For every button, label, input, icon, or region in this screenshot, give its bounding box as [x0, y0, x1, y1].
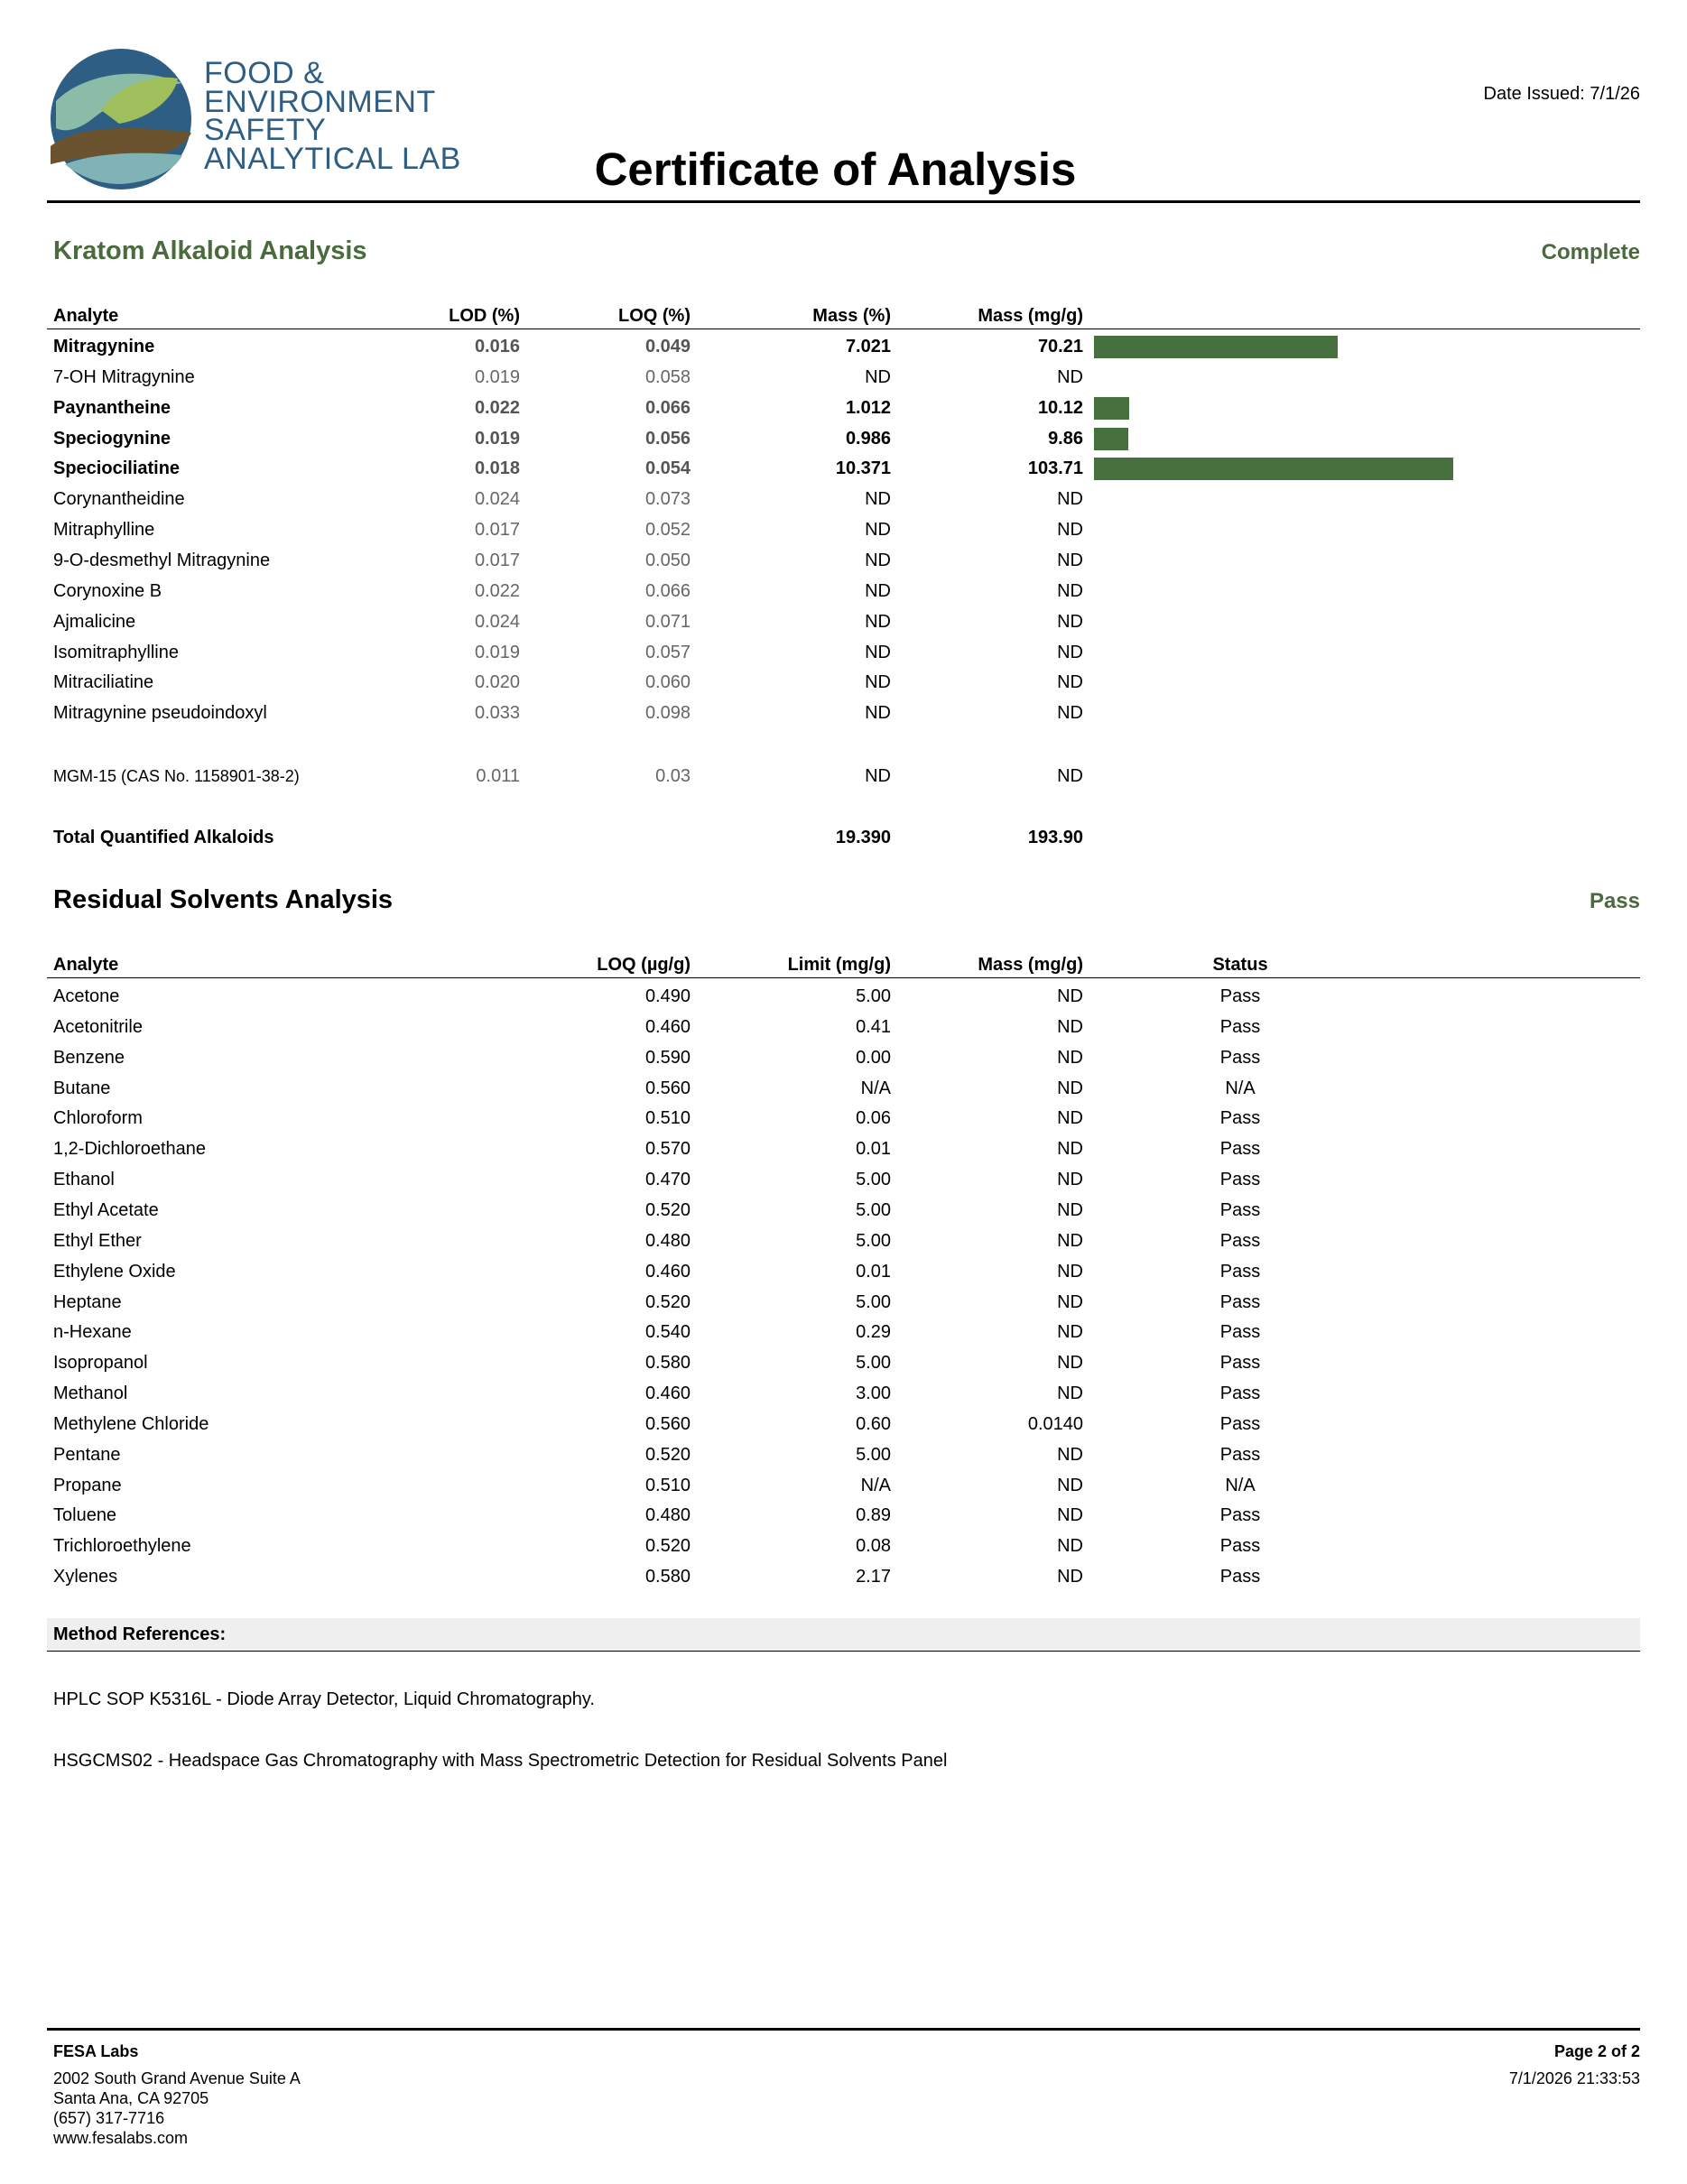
page-number: Page 2 of 2 — [1553, 2042, 1640, 2060]
method-reference: HSGCMS02 - Headspace Gas Chromatography with Mass Spectrometric Detection for Residual Solvents Panel — [53, 1751, 948, 1771]
loq-value: 0.050 — [644, 551, 691, 570]
solvent-name: Toluene — [53, 1505, 117, 1525]
limit-value: N/A — [860, 1476, 891, 1495]
loq-value: 0.066 — [644, 398, 691, 418]
mgm-mass-pct: ND — [865, 766, 891, 786]
limit-value: 2.17 — [856, 1567, 891, 1587]
mass-mg-value: ND — [1057, 672, 1083, 692]
mass-mg-value: ND — [1057, 581, 1083, 601]
analyte-name: Speciogynine — [53, 429, 171, 449]
mass-pct-value: ND — [865, 612, 891, 632]
analyte-name: 7-OH Mitragynine — [53, 367, 195, 387]
loq-value: 0.520 — [644, 1292, 691, 1312]
limit-value: 0.01 — [856, 1262, 891, 1282]
mass-value: ND — [1057, 1078, 1083, 1098]
status-value: Pass — [1219, 1017, 1261, 1037]
mgm-lod: 0.011 — [476, 766, 520, 786]
limit-value: 5.00 — [856, 986, 891, 1006]
loq-value: 0.480 — [644, 1231, 691, 1251]
analyte-name: 9-O-desmethyl Mitragynine — [53, 551, 271, 570]
loq-value: 0.066 — [644, 581, 691, 601]
mass-bar — [1094, 458, 1453, 480]
limit-value: 0.41 — [856, 1017, 891, 1037]
limit-value: 0.00 — [856, 1048, 891, 1068]
status-value: Pass — [1219, 1292, 1261, 1312]
analyte-name: Isomitraphylline — [53, 643, 179, 662]
mass-pct-value: ND — [865, 581, 891, 601]
mass-bar — [1094, 397, 1129, 420]
lod-value: 0.018 — [474, 458, 520, 478]
analyte-name: Paynantheine — [53, 398, 171, 418]
status-value: Pass — [1219, 1200, 1261, 1220]
limit-value: 3.00 — [856, 1384, 891, 1403]
total-label: Total Quantified Alkaloids — [53, 828, 274, 847]
mgm-analyte: MGM-15 (CAS No. 1158901-38-2) — [53, 767, 300, 785]
mass-pct-value: 7.021 — [845, 337, 891, 356]
loq-value: 0.540 — [644, 1322, 691, 1342]
lod-value: 0.022 — [474, 398, 520, 418]
mass-bar — [1094, 428, 1128, 450]
column-header: Analyte — [53, 955, 119, 975]
mgm-mass-mg: ND — [1057, 766, 1083, 786]
loq-value: 0.057 — [644, 643, 691, 662]
column-header: Mass (mg/g) — [978, 306, 1083, 326]
mass-value: ND — [1057, 1536, 1083, 1556]
mass-value: ND — [1057, 1108, 1083, 1128]
loq-value: 0.560 — [644, 1078, 691, 1098]
mass-mg-value: ND — [1057, 551, 1083, 570]
column-header: Status — [1212, 955, 1268, 975]
column-header: Limit (mg/g) — [787, 955, 891, 975]
solvent-name: Trichloroethylene — [53, 1536, 191, 1556]
analyte-name: Mitragynine pseudoindoxyl — [53, 703, 267, 723]
status-value: Pass — [1219, 1322, 1261, 1342]
status-value: Pass — [1219, 1567, 1261, 1587]
mass-pct-value: 0.986 — [845, 429, 891, 449]
column-header: LOD (%) — [449, 306, 520, 326]
solvent-name: Propane — [53, 1476, 122, 1495]
mass-value: ND — [1057, 1476, 1083, 1495]
loq-value: 0.073 — [644, 489, 691, 509]
solvent-name: Benzene — [53, 1048, 125, 1068]
mass-value: ND — [1057, 1231, 1083, 1251]
mass-value: ND — [1057, 1322, 1083, 1342]
limit-value: 0.01 — [856, 1139, 891, 1159]
mass-mg-value: 103.71 — [1027, 458, 1083, 478]
solvent-name: Methanol — [53, 1384, 128, 1403]
column-header: Mass (mg/g) — [978, 955, 1083, 975]
solvent-name: Isopropanol — [53, 1353, 148, 1373]
solvent-name: Ethyl Ether — [53, 1231, 142, 1251]
mass-value: ND — [1057, 1505, 1083, 1525]
status-value: Pass — [1219, 1139, 1261, 1159]
mass-mg-value: 9.86 — [1048, 429, 1083, 449]
mass-pct-value: 1.012 — [845, 398, 891, 418]
alkaloid-section-title: Kratom Alkaloid Analysis — [53, 236, 367, 265]
solvent-name: Ethylene Oxide — [53, 1262, 176, 1282]
mass-pct-value: ND — [865, 643, 891, 662]
total-mass-pct: 19.390 — [835, 828, 891, 847]
loq-value: 0.580 — [644, 1353, 691, 1373]
limit-value: 5.00 — [856, 1231, 891, 1251]
solvent-name: 1,2-Dichloroethane — [53, 1139, 206, 1159]
lod-value: 0.016 — [474, 337, 520, 356]
status-value: Pass — [1219, 1384, 1261, 1403]
logo-line: SAFETY — [204, 113, 327, 147]
mass-mg-value: ND — [1057, 612, 1083, 632]
status-value: Pass — [1219, 1536, 1261, 1556]
limit-value: N/A — [860, 1078, 891, 1098]
solvent-name: Ethanol — [53, 1170, 115, 1189]
status-value: N/A — [1225, 1476, 1256, 1495]
solvent-name: Acetonitrile — [53, 1017, 143, 1037]
analyte-name: Ajmalicine — [53, 612, 136, 632]
mgm-loq: 0.03 — [655, 766, 691, 786]
mass-value: ND — [1057, 986, 1083, 1006]
method-reference: HPLC SOP K5316L - Diode Array Detector, Liquid Chromatography. — [53, 1689, 595, 1709]
footer-company: FESA Labs — [53, 2042, 139, 2060]
loq-value: 0.054 — [644, 458, 691, 478]
loq-value: 0.460 — [644, 1384, 691, 1403]
column-header: Mass (%) — [812, 306, 891, 326]
loq-value: 0.460 — [644, 1017, 691, 1037]
lod-value: 0.024 — [474, 612, 520, 632]
loq-value: 0.480 — [644, 1505, 691, 1525]
mass-value: ND — [1057, 1567, 1083, 1587]
solvents-status: Pass — [1589, 889, 1640, 913]
mass-pct-value: ND — [865, 672, 891, 692]
limit-value: 5.00 — [856, 1445, 891, 1465]
date-issued: Date Issued: 7/1/26 — [1483, 84, 1640, 104]
mass-pct-value: ND — [865, 489, 891, 509]
mass-pct-value: ND — [865, 551, 891, 570]
logo-line: ANALYTICAL LAB — [204, 141, 461, 176]
loq-value: 0.460 — [644, 1262, 691, 1282]
limit-value: 5.00 — [856, 1200, 891, 1220]
lod-value: 0.022 — [474, 581, 520, 601]
status-value: Pass — [1219, 1108, 1261, 1128]
mass-value: ND — [1057, 1384, 1083, 1403]
lod-value: 0.017 — [474, 551, 520, 570]
mass-pct-value: 10.371 — [835, 458, 891, 478]
footer-divider — [47, 2028, 1640, 2031]
loq-value: 0.071 — [644, 612, 691, 632]
total-mass-mg: 193.90 — [1027, 828, 1083, 847]
solvents-section-title: Residual Solvents Analysis — [53, 885, 394, 914]
mass-mg-value: 70.21 — [1037, 337, 1083, 356]
solvent-name: Xylenes — [53, 1567, 118, 1587]
status-value: N/A — [1225, 1078, 1256, 1098]
loq-value: 0.520 — [644, 1200, 691, 1220]
lod-value: 0.017 — [474, 520, 520, 540]
mass-value: ND — [1057, 1139, 1083, 1159]
lod-value: 0.033 — [474, 703, 520, 723]
mass-value: ND — [1057, 1017, 1083, 1037]
page-title — [0, 143, 1687, 196]
status-value: Pass — [1219, 1505, 1261, 1525]
mass-value: ND — [1057, 1200, 1083, 1220]
footer-page-info — [1509, 2041, 1640, 2088]
analyte-name: Speciociliatine — [53, 458, 181, 478]
status-value: Pass — [1219, 1170, 1261, 1189]
lod-value: 0.019 — [474, 429, 520, 449]
footer-address-line: Santa Ana, CA 92705 — [53, 2089, 209, 2107]
lod-value: 0.024 — [474, 489, 520, 509]
limit-value: 0.06 — [856, 1108, 891, 1128]
limit-value: 0.60 — [856, 1414, 891, 1434]
loq-value: 0.052 — [644, 520, 691, 540]
lod-value: 0.019 — [474, 367, 520, 387]
analyte-name: Mitragynine — [53, 337, 155, 356]
logo-line: FOOD & — [204, 56, 325, 90]
method-references-bar — [47, 1618, 1640, 1652]
loq-value: 0.056 — [644, 429, 691, 449]
loq-value: 0.580 — [644, 1567, 691, 1587]
limit-value: 0.29 — [856, 1322, 891, 1342]
status-value: Pass — [1219, 1231, 1261, 1251]
mass-pct-value: ND — [865, 520, 891, 540]
analyte-name: Mitraciliatine — [53, 672, 154, 692]
footer-address-line: 2002 South Grand Avenue Suite A — [53, 2069, 301, 2087]
mass-bar — [1094, 336, 1338, 358]
loq-value: 0.510 — [644, 1108, 691, 1128]
solvent-name: n-Hexane — [53, 1322, 132, 1342]
loq-value: 0.490 — [644, 986, 691, 1006]
mass-value: ND — [1057, 1445, 1083, 1465]
alkaloid-status: Complete — [1541, 240, 1640, 264]
loq-value: 0.520 — [644, 1445, 691, 1465]
footer-address — [53, 2041, 301, 2148]
solvent-name: Butane — [53, 1078, 111, 1098]
loq-value: 0.060 — [644, 672, 691, 692]
status-value: Pass — [1219, 1414, 1261, 1434]
solvent-name: Pentane — [53, 1445, 121, 1465]
solvent-name: Chloroform — [53, 1108, 143, 1128]
limit-value: 0.08 — [856, 1536, 891, 1556]
mass-mg-value: ND — [1057, 367, 1083, 387]
mass-value: ND — [1057, 1170, 1083, 1189]
loq-value: 0.098 — [644, 703, 691, 723]
solvent-name: Methylene Chloride — [53, 1414, 209, 1434]
mass-value: ND — [1057, 1292, 1083, 1312]
loq-value: 0.560 — [644, 1414, 691, 1434]
mass-mg-value: ND — [1057, 489, 1083, 509]
loq-value: 0.570 — [644, 1139, 691, 1159]
column-header: Analyte — [53, 306, 119, 326]
status-value: Pass — [1219, 986, 1261, 1006]
header-divider — [47, 200, 1640, 203]
limit-value: 5.00 — [856, 1353, 891, 1373]
status-value: Pass — [1219, 1353, 1261, 1373]
loq-value: 0.049 — [644, 337, 691, 356]
page-title-text: Certificate of Analysis — [594, 143, 1077, 195]
mass-value: ND — [1057, 1048, 1083, 1068]
solvent-name: Heptane — [53, 1292, 122, 1312]
limit-value: 5.00 — [856, 1292, 891, 1312]
mass-value: 0.0140 — [1027, 1414, 1083, 1434]
analyte-name: Corynoxine B — [53, 581, 162, 601]
analyte-name: Mitraphylline — [53, 520, 155, 540]
loq-value: 0.470 — [644, 1170, 691, 1189]
mass-pct-value: ND — [865, 703, 891, 723]
mass-mg-value: ND — [1057, 703, 1083, 723]
mass-pct-value: ND — [865, 367, 891, 387]
mass-value: ND — [1057, 1353, 1083, 1373]
logo-line: ENVIRONMENT — [204, 84, 436, 119]
mass-mg-value: ND — [1057, 520, 1083, 540]
lod-value: 0.020 — [474, 672, 520, 692]
solvent-name: Acetone — [53, 986, 120, 1006]
limit-value: 0.89 — [856, 1505, 891, 1525]
loq-value: 0.520 — [644, 1536, 691, 1556]
status-value: Pass — [1219, 1445, 1261, 1465]
mass-value: ND — [1057, 1262, 1083, 1282]
method-references-title: Method References: — [53, 1624, 227, 1644]
column-header: LOQ (µg/g) — [597, 955, 691, 975]
mass-mg-value: 10.12 — [1037, 398, 1083, 418]
footer-phone: (657) 317-7716 — [53, 2109, 165, 2127]
loq-value: 0.510 — [644, 1476, 691, 1495]
solvent-name: Ethyl Acetate — [53, 1200, 159, 1220]
footer-website[interactable]: www.fesalabs.com — [53, 2129, 189, 2147]
footer-timestamp: 7/1/2026 21:33:53 — [1508, 2069, 1640, 2087]
loq-value: 0.590 — [644, 1048, 691, 1068]
loq-value: 0.058 — [644, 367, 691, 387]
column-header: LOQ (%) — [618, 306, 691, 326]
analyte-name: Corynantheidine — [53, 489, 185, 509]
mass-mg-value: ND — [1057, 643, 1083, 662]
lod-value: 0.019 — [474, 643, 520, 662]
status-value: Pass — [1219, 1048, 1261, 1068]
status-value: Pass — [1219, 1262, 1261, 1282]
limit-value: 5.00 — [856, 1170, 891, 1189]
